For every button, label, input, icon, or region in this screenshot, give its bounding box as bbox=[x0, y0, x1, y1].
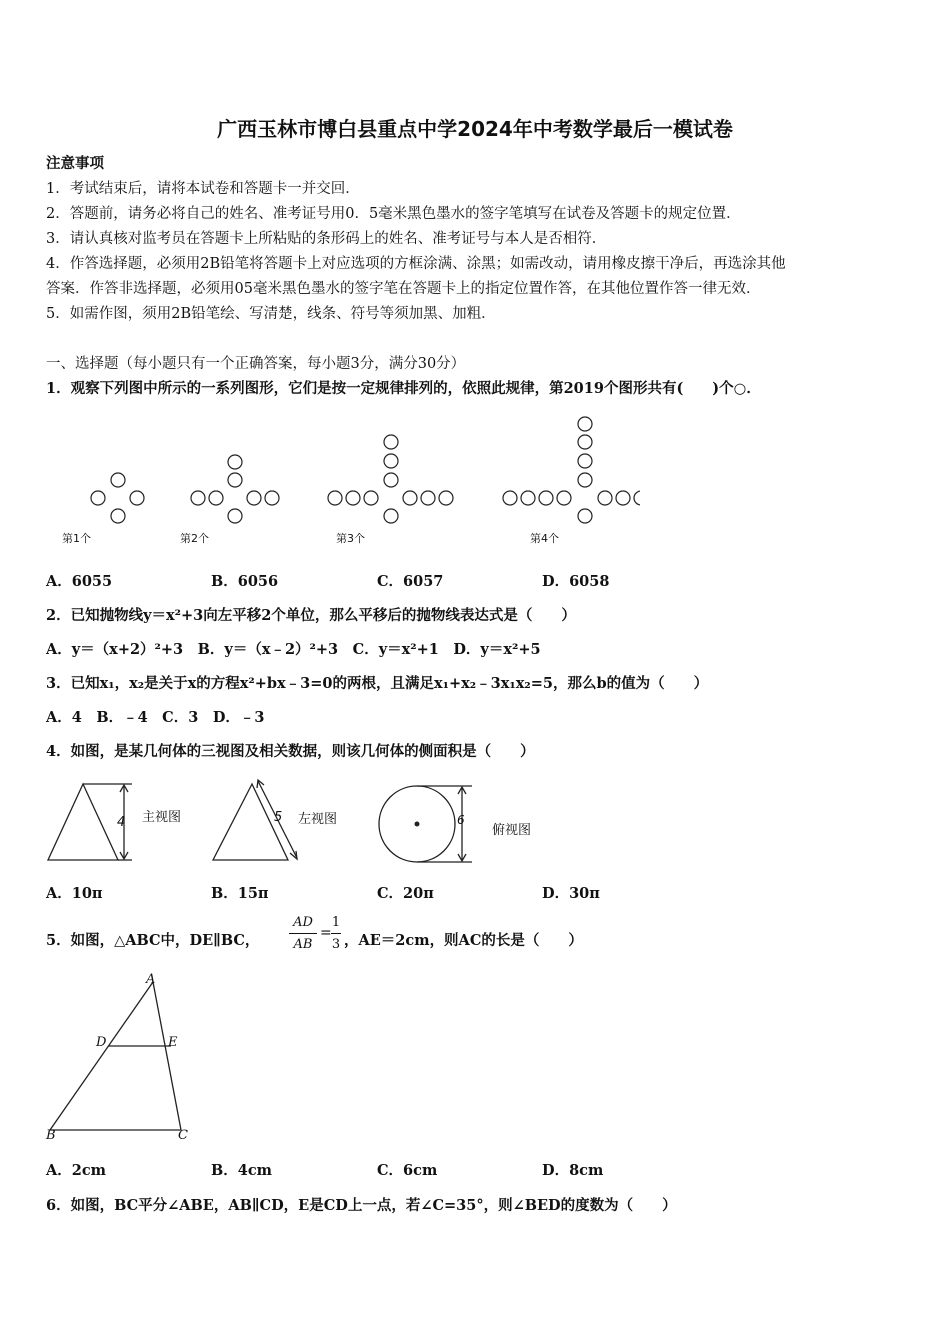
point-label-c: C bbox=[178, 1128, 188, 1143]
section-heading: 一、选择题（每小题只有一个正确答案，每小题3分，满分30分） bbox=[46, 356, 466, 372]
option-b[interactable]: B．6056 bbox=[211, 573, 279, 590]
option-d[interactable]: D．8cm bbox=[542, 1162, 604, 1179]
option-c[interactable]: C．6057 bbox=[377, 573, 444, 590]
fraction-numerator: 1 bbox=[331, 915, 341, 930]
point-label-e: E bbox=[168, 1035, 178, 1050]
question-2-options[interactable]: A．y＝（x+2）²+3 B．y＝（x﹣2）²+3 C．y＝x²+1 D．y＝x²+5 bbox=[46, 641, 541, 658]
question-5-stem-start: 5．如图，△ABC中，DE∥BC， bbox=[46, 932, 260, 949]
option-a[interactable]: A．6055 bbox=[46, 573, 113, 590]
question-5-figure bbox=[40, 970, 210, 1150]
circle-pattern-figures bbox=[91, 417, 640, 523]
option-b[interactable]: B．15π bbox=[211, 885, 269, 902]
option-d[interactable]: D．30π bbox=[542, 885, 600, 902]
option-d[interactable]: D．6058 bbox=[542, 573, 610, 590]
notice-item: 5．如需作图，须用2B铅笔绘、写清楚，线条、符号等须加黑、加粗． bbox=[46, 306, 496, 322]
fraction-denominator: AB bbox=[293, 937, 313, 952]
question-4-stem: 4．如图，是某几何体的三视图及相关数据，则该几何体的侧面积是（ ） bbox=[46, 743, 535, 760]
option-c[interactable]: C．6cm bbox=[377, 1162, 438, 1179]
notice-heading: 注意事项 bbox=[46, 155, 104, 172]
fraction-bar bbox=[331, 933, 341, 934]
point-label-b: B bbox=[46, 1128, 56, 1143]
option-b[interactable]: B．4cm bbox=[211, 1162, 273, 1179]
diameter-label: 6 bbox=[457, 813, 465, 827]
fraction-bar bbox=[289, 933, 317, 934]
figure-label: 第4个 bbox=[530, 532, 559, 545]
slant-label: 5 bbox=[274, 810, 283, 825]
fraction-denominator: 3 bbox=[331, 937, 341, 952]
figure-label: 第3个 bbox=[336, 532, 365, 545]
fraction-numerator: AD bbox=[293, 915, 313, 930]
point-label-a: A bbox=[146, 972, 156, 987]
option-c[interactable]: C．20π bbox=[377, 885, 434, 902]
notice-item: 答案．作答非选择题，必须用05毫米黑色墨水的签字笔在答题卡上的指定位置作答，在其他位置作答一律无效． bbox=[46, 281, 761, 297]
triangle-abc bbox=[50, 982, 181, 1130]
option-a[interactable]: A．10π bbox=[46, 885, 103, 902]
front-view-label: 主视图 bbox=[142, 810, 182, 825]
figure-label: 第1个 bbox=[62, 532, 91, 545]
point-label-d: D bbox=[96, 1035, 107, 1050]
figure-label: 第2个 bbox=[180, 532, 209, 545]
option-a[interactable]: A．2cm bbox=[46, 1162, 107, 1179]
height-label: 4 bbox=[117, 815, 126, 830]
question-6-stem: 6．如图，BC平分∠ABE，AB∥CD，E是CD上一点，若∠C=35°，则∠BED的度数为（ ） bbox=[46, 1197, 677, 1214]
page-title: 广西玉林市博白县重点中学2024年中考数学最后一模试卷 bbox=[217, 117, 733, 141]
question-5-stem-end: ，AE＝2cm，则AC的长是（ ） bbox=[344, 932, 583, 949]
question-2-stem: 2．已知抛物线y＝x²+3向左平移2个单位，那么平移后的抛物线表达式是（ ） bbox=[46, 607, 576, 624]
notice-item: 1．考试结束后，请将本试卷和答题卡一并交回． bbox=[46, 181, 360, 197]
question-3-options[interactable]: A．4 B．﹣4 C．3 D．﹣3 bbox=[46, 709, 265, 726]
notice-item: 2．答题前，请务必将自己的姓名、准考证号用0．5毫米黑色墨水的签字笔填写在试卷及答题卡的规定位置． bbox=[46, 206, 741, 222]
front-view-triangle bbox=[48, 784, 118, 860]
notice-item: 3．请认真核对监考员在答题卡上所粘贴的条形码上的姓名、准考证号与本人是否相符． bbox=[46, 231, 607, 247]
equals-sign: = bbox=[320, 925, 332, 941]
notice-item: 4．作答选择题，必须用2B铅笔将答题卡上对应选项的方框涂满、涂黑；如需改动，请用橡皮擦干净后，再选涂其他 bbox=[46, 256, 786, 272]
side-view-label: 左视图 bbox=[298, 812, 338, 827]
top-view-label: 俯视图 bbox=[492, 823, 532, 838]
question-1-stem: 1．观察下列图中所示的一系列图形，它们是按一定规律排列的，依照此规律，第2019个图形共有( )个○． bbox=[46, 380, 761, 397]
question-1-figure bbox=[40, 410, 640, 550]
question-3-stem: 3．已知x₁，x₂是关于x的方程x²+bx﹣3=0的两根，且满足x₁+x₂﹣3x₁x₂=5，那么b的值为（ ） bbox=[46, 675, 709, 692]
